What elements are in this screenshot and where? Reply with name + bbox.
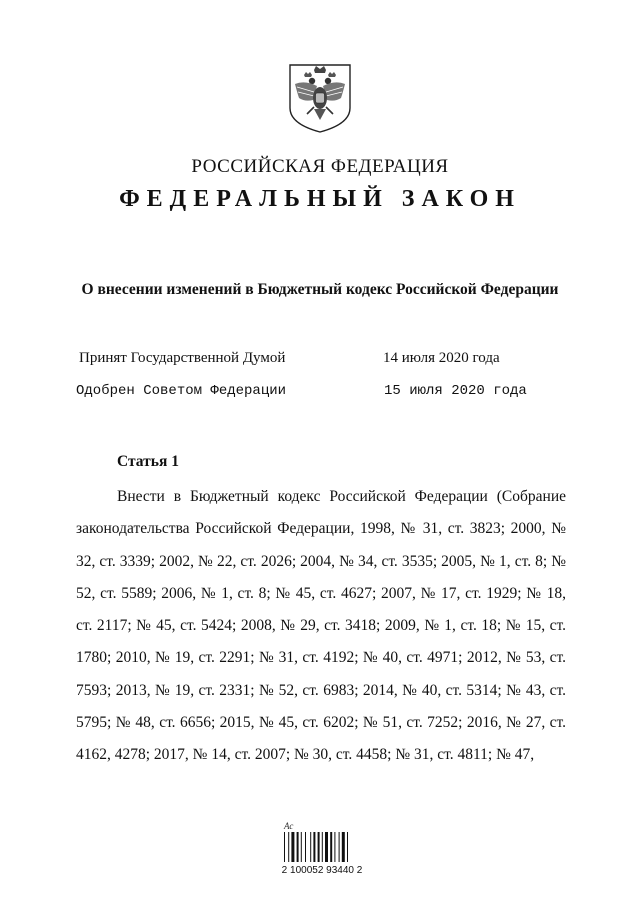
russian-coat-of-arms-icon bbox=[287, 62, 353, 134]
council-approval-label: Одобрен Советом Федерации bbox=[76, 383, 287, 399]
article-body-text: Внести в Бюджетный кодекс Российской Федерации (Собрание законодательства Российской Федерации, 1998, № 31, ст. 3823; 2000, № 32, ст. 3339; 2002, № 22, ст. 2026; 2004, № 34, ст. 3535; 2005, № 1, ст. 8; № 52, ст. 5589; 2006, № 1, ст. 8; № 45, ст. 4627; 2007, № 17, ст. 1929; № 18, ст. 2117; № 45, ст. 5424; 2008, № 29, ст. 3418; 2009, № 1, ст. 18; № 15, ст. 1780; 2010, № 19, ст. 2291; № 31, ст. 4192; № 40, ст. 4971; 2012, № 53, ст. 7593; 2013, № 19, ст. 2331; № 52, ст. 6983; 2014, № 40, ст. 5314; № 43, ст. 5795; № 48, ст. 6656; 2015, № 45, ст. 6202; № 51, ст. 7252; 2016, № 27, ст. 4162, 4278; 2017, № 14, ст. 2007; № 30, ст. 4458; № 31, ст. 4811; № 47, bbox=[76, 488, 566, 764]
coat-of-arms-emblem bbox=[287, 62, 353, 134]
barcode-number: 2 100052 93440 2 bbox=[281, 865, 363, 876]
law-subject: О внесении изменений в Бюджетный кодекс Российской Федерации bbox=[81, 281, 559, 298]
law-type-title: ФЕДЕРАЛЬНЫЙ ЗАКОН bbox=[119, 186, 521, 212]
stamp-mark: Ас bbox=[284, 821, 294, 831]
article-heading: Статья 1 bbox=[117, 453, 179, 470]
duma-adoption-label: Принят Государственной Думой bbox=[79, 350, 286, 366]
country-name: РОССИЙСКАЯ ФЕДЕРАЦИЯ bbox=[191, 156, 449, 177]
council-approval-date: 15 июля 2020 года bbox=[384, 383, 527, 399]
barcode-icon bbox=[282, 820, 360, 864]
duma-adoption-date: 14 июля 2020 года bbox=[383, 350, 500, 366]
document-barcode bbox=[282, 820, 360, 864]
